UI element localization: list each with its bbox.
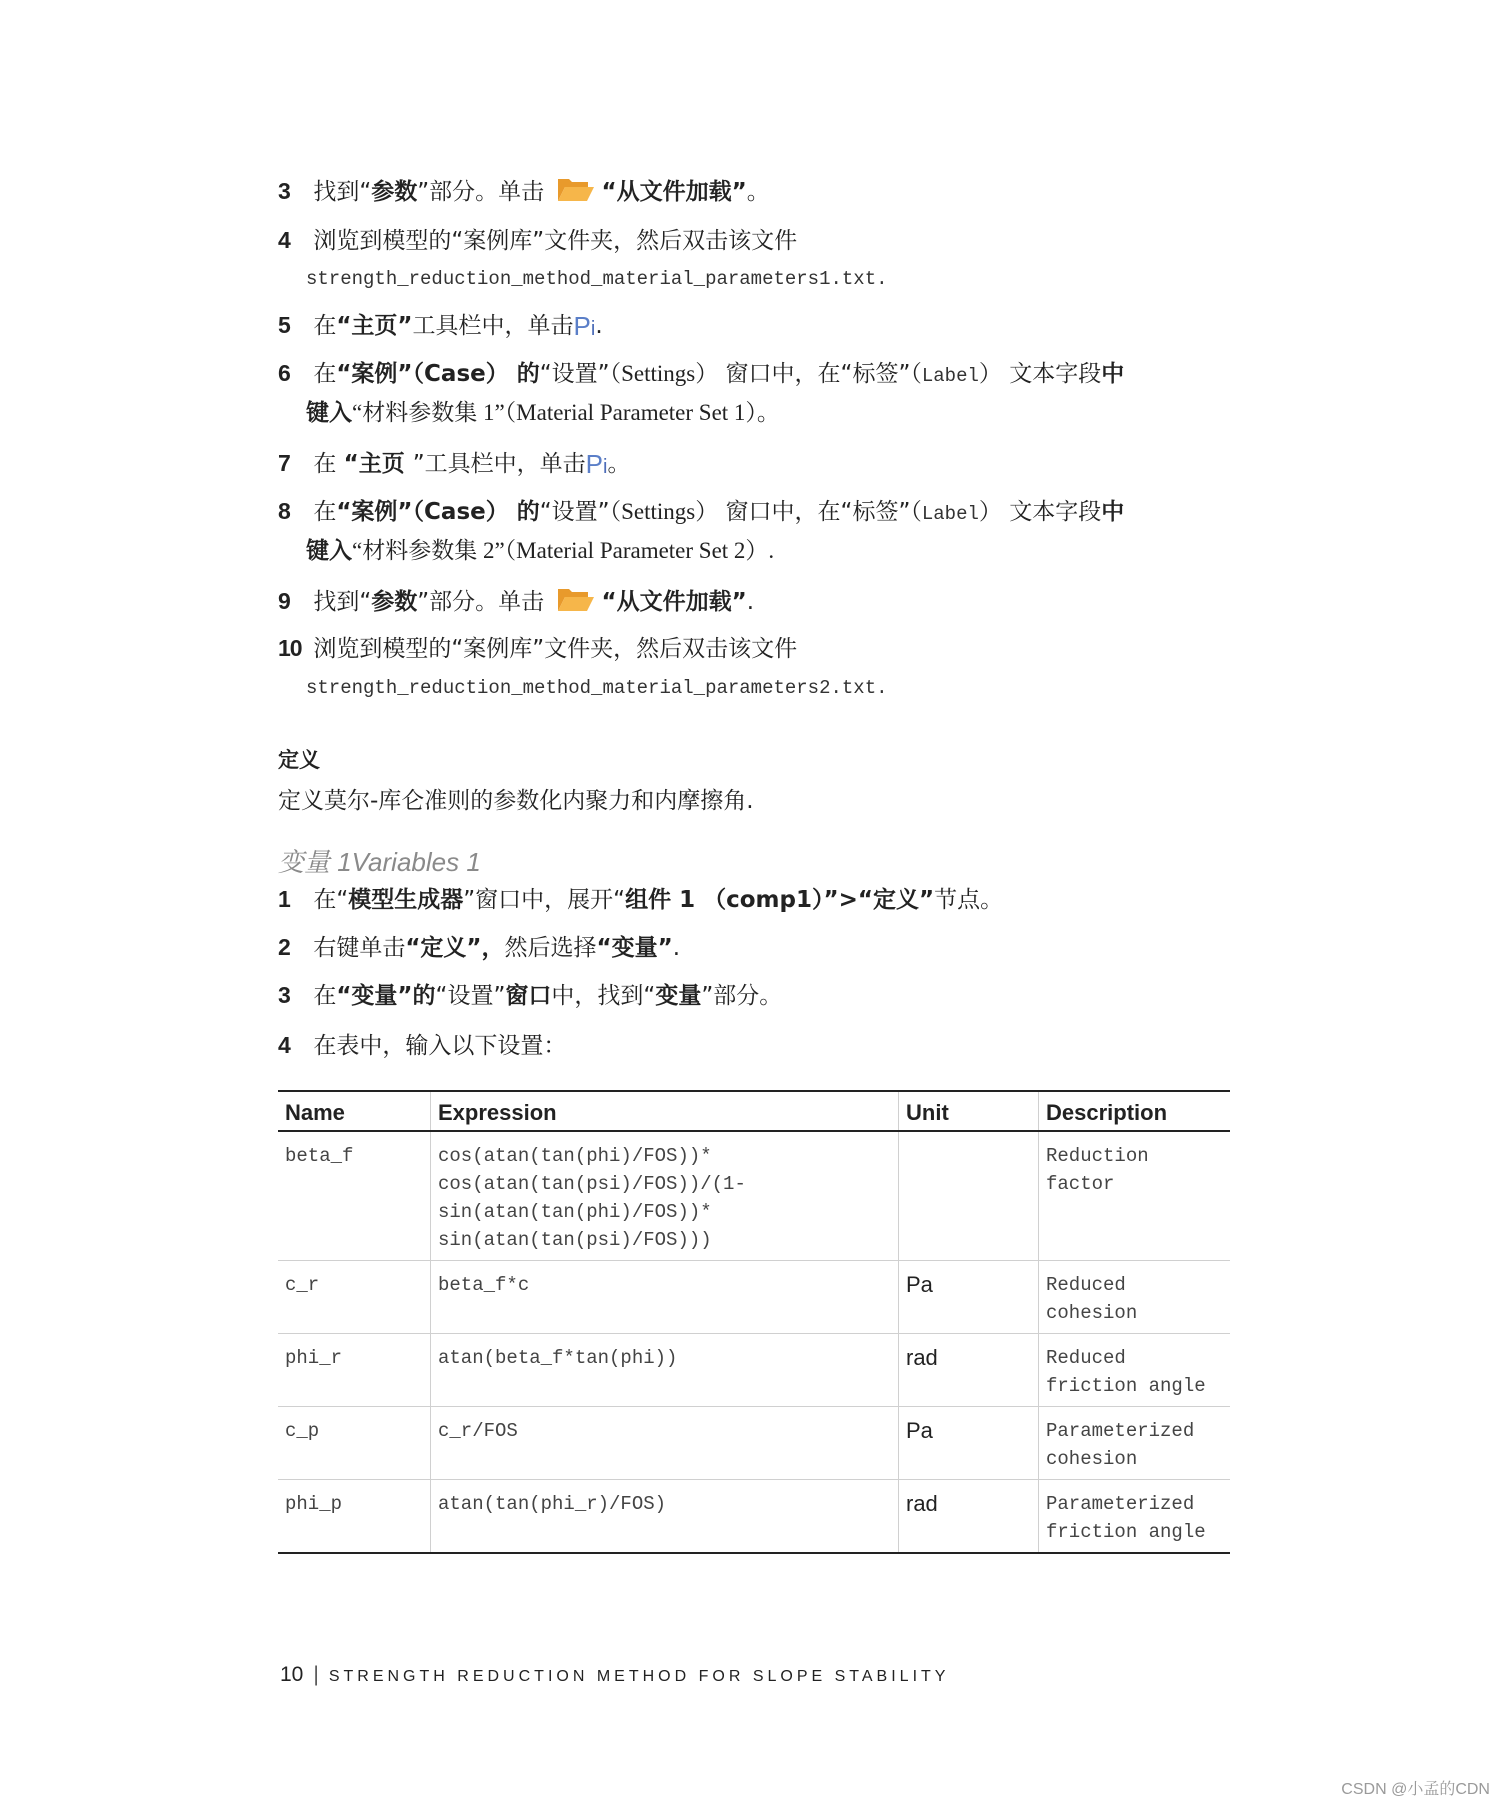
step-text: 在表中，输入以下设置： xyxy=(313,1033,567,1059)
header-unit: Unit xyxy=(899,1091,1039,1131)
step-bold-text: “从文件加载” xyxy=(601,589,747,615)
cell-description xyxy=(1039,1407,1231,1480)
step-text: 在 xyxy=(313,451,344,477)
step-number: 4 xyxy=(278,1032,291,1058)
pi-subscript: i xyxy=(590,318,596,340)
parameter-pi-icon[interactable] xyxy=(586,449,608,482)
step-text: ”部分。单击 xyxy=(417,179,545,205)
description-line: Reduced xyxy=(1046,1347,1126,1369)
step-5-home-toolbar: 5 在“主页”工具栏中，单击Pi. xyxy=(278,310,603,344)
step-bold-text: “主页” xyxy=(336,313,413,339)
expression-line: sin(atan(tan(phi)/FOS))* xyxy=(438,1201,712,1223)
step-number: 3 xyxy=(278,982,291,1008)
step-bold-text: “定义”， xyxy=(405,935,505,961)
step-text: ） 窗口中，在“标签”（ xyxy=(695,499,922,525)
header-description: Description xyxy=(1039,1091,1231,1131)
cell-name: c_p xyxy=(278,1407,431,1480)
step-bold-text: 键入 xyxy=(306,400,352,426)
step-text: “设置”（ xyxy=(539,361,622,387)
step-number: 3 xyxy=(278,178,291,204)
step-bold-text: “案例”（Case） 的 xyxy=(336,499,540,525)
subsection-heading: 变量 1Variables 1 xyxy=(278,847,481,877)
description-line: Reduced xyxy=(1046,1274,1126,1296)
step-bold-text: “从文件加载” xyxy=(601,179,747,205)
cell-expression xyxy=(431,1334,899,1407)
cell-description xyxy=(1039,1131,1231,1261)
step-3-load-file xyxy=(278,175,770,211)
cell-unit: rad xyxy=(899,1334,1039,1407)
cell-description xyxy=(1039,1480,1231,1554)
step-9-load-file xyxy=(278,585,754,621)
file-name-1: strength_reduction_method_material_parameters1.txt. xyxy=(306,268,888,290)
description-line: Parameterized xyxy=(1046,1493,1195,1515)
step-bold-text: 窗口 xyxy=(505,983,552,1009)
description-line: Parameterized xyxy=(1046,1420,1195,1442)
step-text: 工具栏中，单击 xyxy=(412,313,574,339)
variables-table xyxy=(278,1090,1230,1554)
step-6-line2 xyxy=(306,398,780,428)
step-4-browse xyxy=(278,225,797,256)
file-name-2: strength_reduction_method_material_parameters2.txt. xyxy=(306,677,888,699)
description-line: cohesion xyxy=(1046,1302,1138,1324)
step-text: 中，找到“ xyxy=(551,983,656,1009)
pi-subscript: i xyxy=(603,456,608,478)
section-heading: 定义 xyxy=(278,748,320,772)
pi-letter: P xyxy=(573,311,591,341)
cell-description xyxy=(1039,1261,1231,1334)
step-text: 在 xyxy=(313,313,337,339)
step-b3-variables-settings xyxy=(278,980,782,1011)
header-name: Name xyxy=(278,1091,431,1131)
section-text: 定义莫尔-库仑准则的参数化内聚力和内摩擦角. xyxy=(278,788,754,814)
expression-line: c_r/FOS xyxy=(438,1420,518,1442)
expression-line: atan(tan(phi_r)/FOS) xyxy=(438,1493,667,1515)
step-bold-text: 模型生成器 xyxy=(348,887,464,913)
expression-line: cos(atan(tan(psi)/FOS))/(1- xyxy=(438,1173,746,1195)
step-text: 找到“ xyxy=(313,589,372,615)
cell-name: c_r xyxy=(278,1261,431,1334)
step-text: ”部分。单击 xyxy=(417,589,545,615)
cell-name: phi_p xyxy=(278,1480,431,1554)
header-expression: Expression xyxy=(431,1091,899,1131)
table-row xyxy=(278,1131,1230,1261)
step-number: 6 xyxy=(278,360,291,386)
step-text: 。 xyxy=(746,179,770,205)
table-row xyxy=(278,1334,1230,1407)
step-text: 浏览到模型的“案例库”文件夹，然后双击该文件 xyxy=(313,636,798,662)
step-text: 在 xyxy=(313,361,337,387)
pi-letter: P xyxy=(585,449,604,479)
table-row xyxy=(278,1261,1230,1334)
step-bold-text: 中 xyxy=(1101,361,1125,387)
footer-title: STRENGTH REDUCTION METHOD FOR SLOPE STABILITY xyxy=(328,1668,950,1685)
description-line: friction angle xyxy=(1046,1375,1206,1397)
step-b4-enter-settings xyxy=(278,1030,566,1061)
step-number: 2 xyxy=(278,934,291,960)
step-text: 找到“ xyxy=(313,179,372,205)
step-serif-text: Settings xyxy=(621,361,696,386)
step-7-home-toolbar: 7 在 “主页 ”工具栏中，单击Pi。 xyxy=(278,448,630,482)
step-bold-text: 参数 xyxy=(371,589,418,615)
step-bold-text: 变量 xyxy=(655,983,702,1009)
step-text: 右键单击 xyxy=(313,935,406,961)
step-text: ”部分。 xyxy=(701,983,783,1009)
step-text: 在 xyxy=(313,499,337,525)
cell-expression xyxy=(431,1480,899,1554)
expression-line: cos(atan(tan(phi)/FOS))* xyxy=(438,1145,712,1167)
step-bold-text: “变量”的 xyxy=(336,983,436,1009)
cell-unit xyxy=(899,1131,1039,1261)
step-text: “设置” xyxy=(435,983,506,1009)
folder-open-icon[interactable] xyxy=(557,175,595,211)
step-text: 然后选择 xyxy=(504,935,597,961)
step-bold-text: “变量” xyxy=(596,935,673,961)
step-text: 在“ xyxy=(313,887,349,913)
watermark: CSDN @小孟的CDN xyxy=(1341,1781,1490,1798)
cell-name: phi_r xyxy=(278,1334,431,1407)
step-b2-right-click xyxy=(278,932,680,963)
table-header-row xyxy=(278,1091,1230,1131)
cell-unit: rad xyxy=(899,1480,1039,1554)
step-number: 1 xyxy=(278,886,291,912)
step-bold-text: 键入 xyxy=(306,538,352,564)
expression-line: beta_f*c xyxy=(438,1274,530,1296)
footer-separator: | xyxy=(313,1663,319,1686)
cell-name: beta_f xyxy=(278,1131,431,1261)
step-number: 4 xyxy=(278,227,291,253)
cell-expression xyxy=(431,1261,899,1334)
step-bold-text: 组件 1 （comp1）”>“定义” xyxy=(625,887,935,913)
step-8-line2 xyxy=(306,536,774,566)
step-bold-text: 参数 xyxy=(371,179,418,205)
step-mono-text: Label xyxy=(921,365,979,387)
step-text: . xyxy=(672,935,681,961)
step-mono-text: Label xyxy=(921,503,979,525)
step-text: “材料参数集 2”（Material Parameter Set 2）. xyxy=(352,538,775,563)
step-serif-text: Settings xyxy=(621,499,696,524)
parameter-pi-icon[interactable] xyxy=(574,311,596,344)
step-b1-model-builder xyxy=(278,884,1003,915)
step-text: “设置”（ xyxy=(539,499,622,525)
step-text: . xyxy=(746,589,755,615)
cell-unit: Pa xyxy=(899,1407,1039,1480)
step-text: 在 xyxy=(313,983,337,1009)
table-row xyxy=(278,1480,1230,1554)
step-10-browse xyxy=(278,633,797,664)
step-text: ） 窗口中，在“标签”（ xyxy=(695,361,922,387)
table-row xyxy=(278,1407,1230,1480)
cell-expression xyxy=(431,1131,899,1261)
description-line: cohesion xyxy=(1046,1448,1138,1470)
step-text: ） 文本字段 xyxy=(978,361,1102,387)
folder-open-icon[interactable] xyxy=(557,585,595,621)
step-number: 10 xyxy=(278,635,302,661)
step-text: 节点。 xyxy=(934,887,1004,913)
page-number: 10 xyxy=(280,1663,304,1686)
step-text: ”窗口中，展开“ xyxy=(463,887,626,913)
step-6-case-settings xyxy=(278,358,1124,391)
step-bold-text: “主页 xyxy=(343,451,413,477)
step-text: ”工具栏中，单击 xyxy=(412,451,586,477)
step-number: 7 xyxy=(278,450,291,476)
step-8-case-settings xyxy=(278,496,1124,529)
step-text: 浏览到模型的“案例库”文件夹，然后双击该文件 xyxy=(313,228,798,254)
cell-expression xyxy=(431,1407,899,1480)
description-line: friction angle xyxy=(1046,1521,1206,1543)
step-bold-text: 中 xyxy=(1101,499,1125,525)
expression-line: sin(atan(tan(psi)/FOS))) xyxy=(438,1229,712,1251)
description-line: Reduction xyxy=(1046,1145,1149,1167)
step-text: “材料参数集 1”（Material Parameter Set 1）。 xyxy=(352,400,780,425)
page-footer xyxy=(280,1663,949,1687)
step-bold-text: “案例”（Case） 的 xyxy=(336,361,540,387)
step-number: 9 xyxy=(278,588,291,614)
step-number: 5 xyxy=(278,312,291,338)
expression-line: atan(beta_f*tan(phi)) xyxy=(438,1347,678,1369)
step-text: ） 文本字段 xyxy=(978,499,1102,525)
step-number: 8 xyxy=(278,498,291,524)
cell-description xyxy=(1039,1334,1231,1407)
description-line: factor xyxy=(1046,1173,1115,1195)
cell-unit: Pa xyxy=(899,1261,1039,1334)
